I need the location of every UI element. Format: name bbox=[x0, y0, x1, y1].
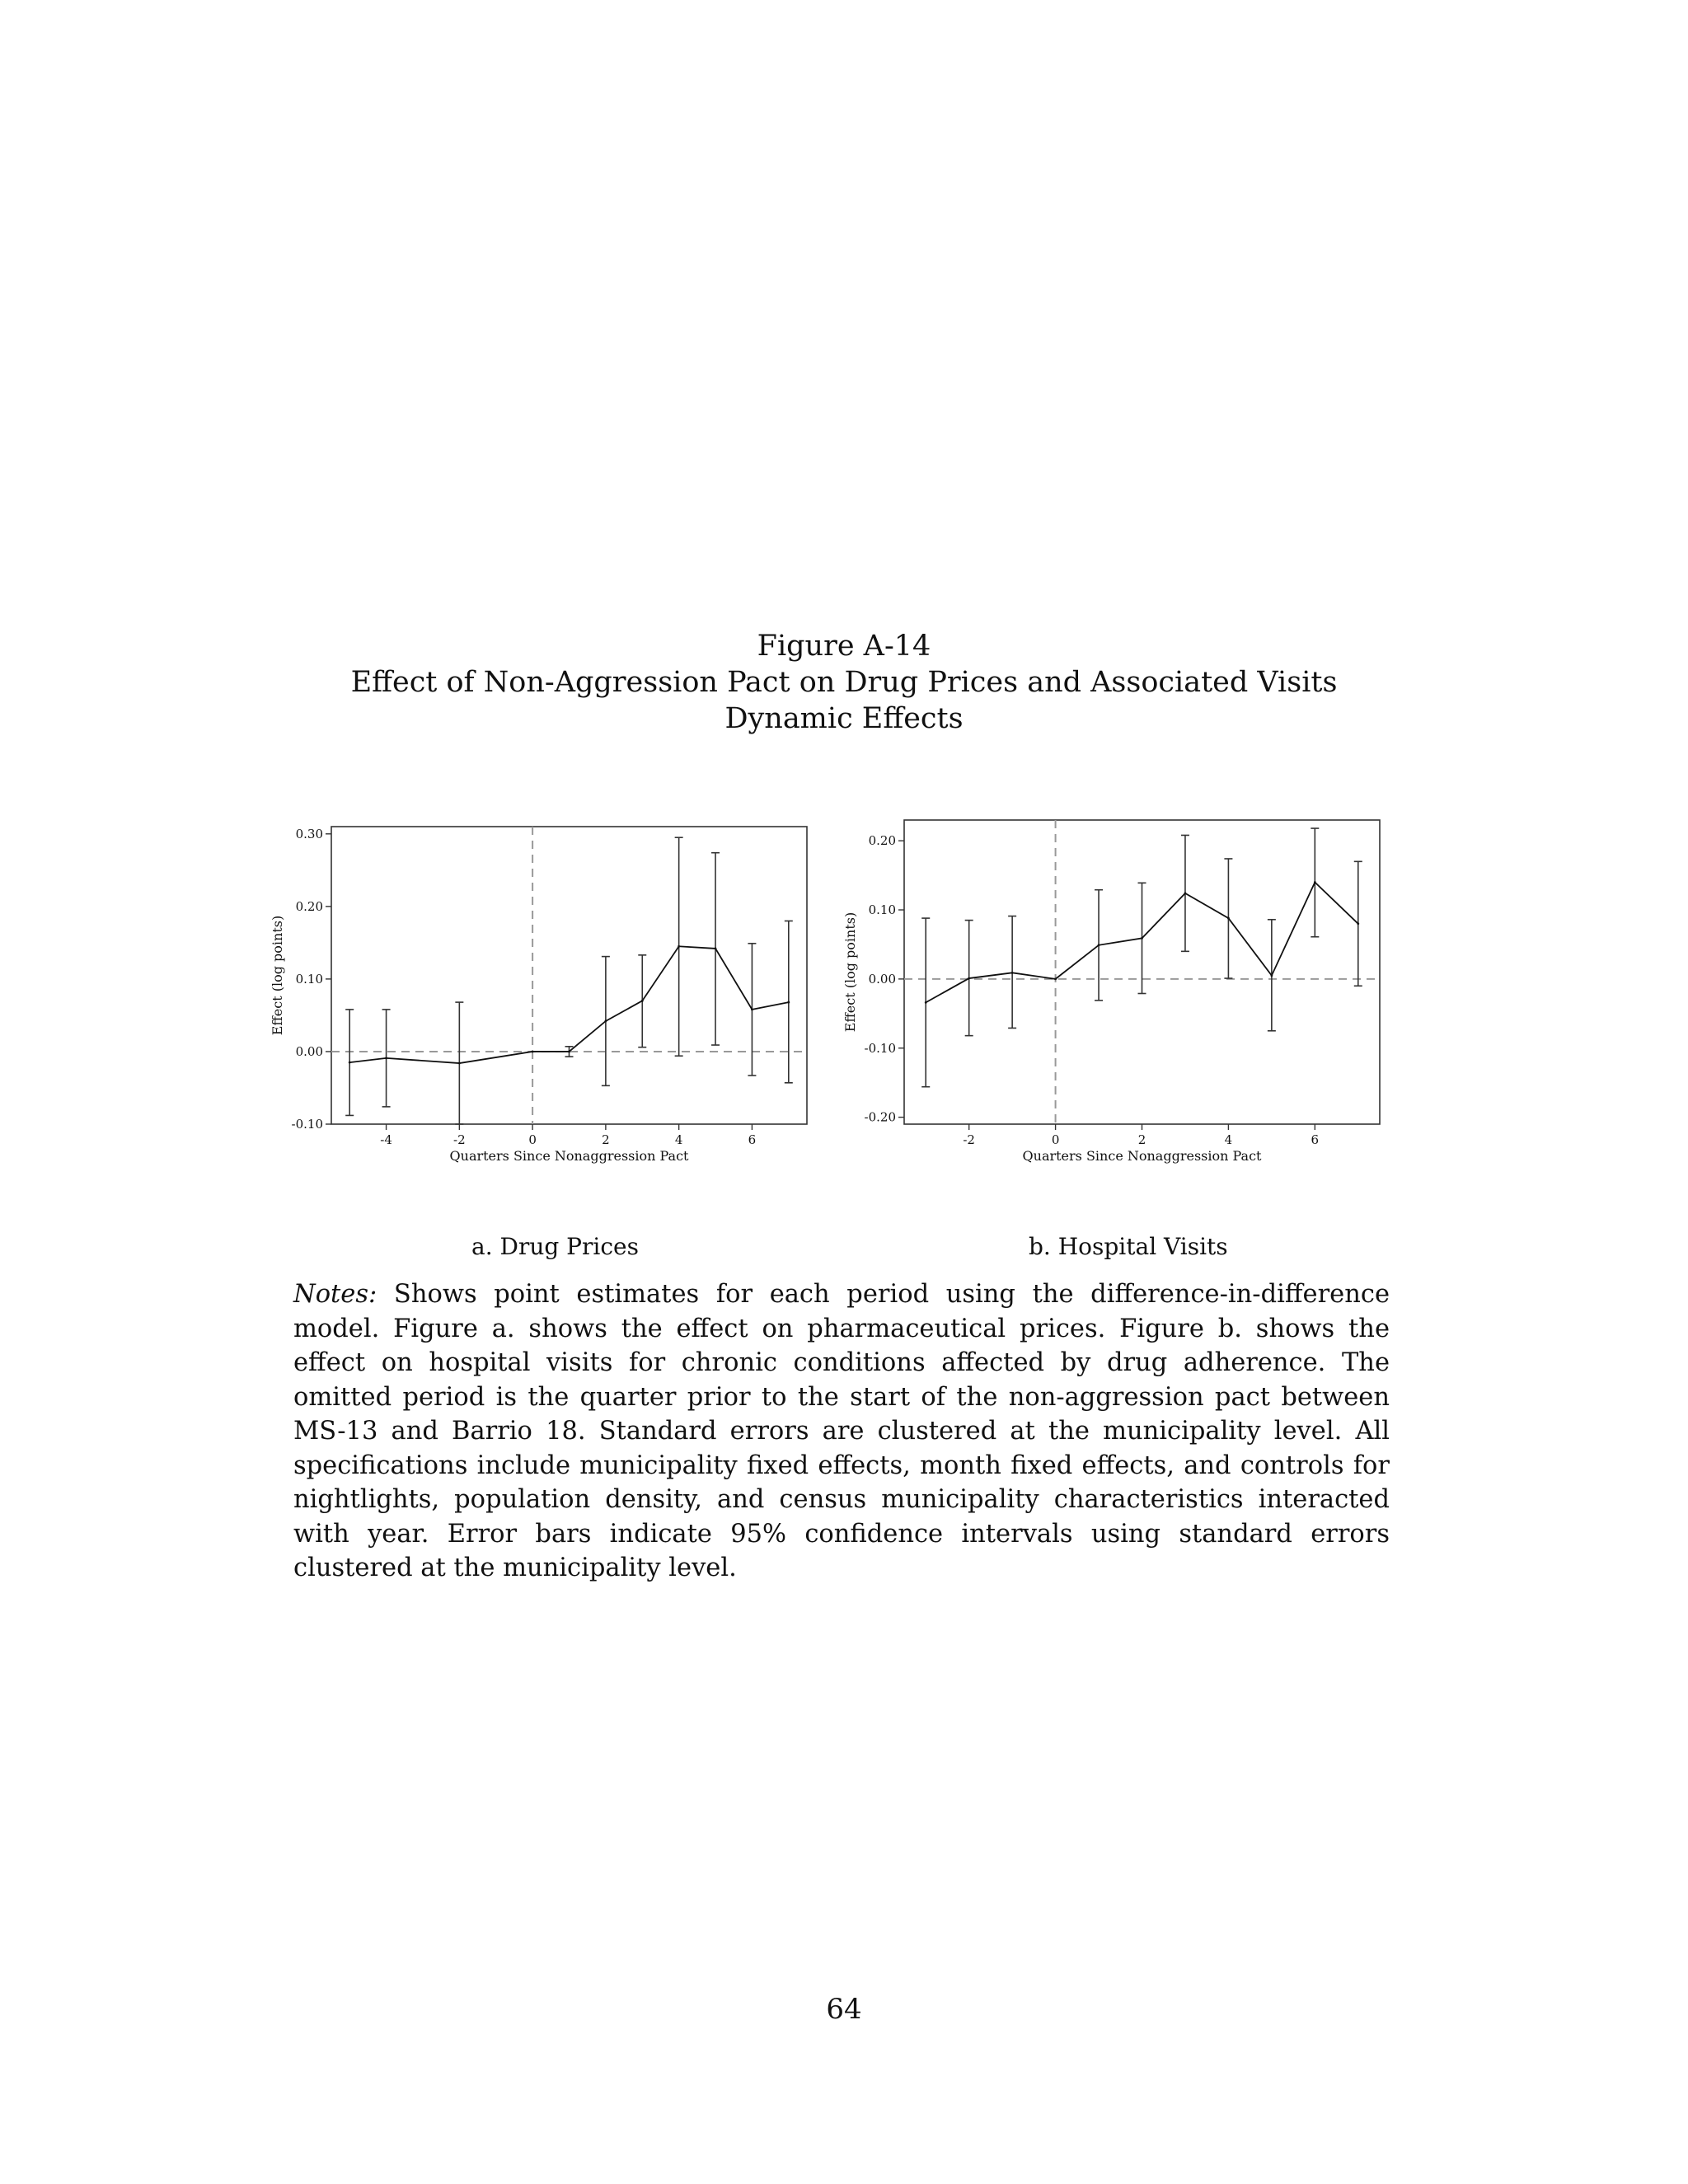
chart-drug-prices bbox=[264, 812, 824, 1174]
x-tick-label: 6 bbox=[748, 1132, 757, 1147]
figure-title: Effect of Non-Aggression Pact on Drug Prices and Associated Visits bbox=[350, 666, 1338, 699]
point-estimate bbox=[1011, 972, 1014, 974]
y-tick-label: 0.20 bbox=[868, 833, 896, 849]
figure-notes bbox=[293, 1277, 1390, 1586]
x-tick-label: 0 bbox=[528, 1132, 537, 1147]
point-estimate bbox=[678, 945, 680, 948]
point-estimate bbox=[787, 1001, 790, 1004]
x-tick-label: -2 bbox=[453, 1132, 466, 1147]
x-axis-label: Quarters Since Nonaggression Pact bbox=[449, 1148, 689, 1164]
y-axis-label: Effect (log points) bbox=[842, 912, 858, 1033]
chart-hospital-visits bbox=[837, 812, 1405, 1174]
point-estimate bbox=[925, 1001, 927, 1004]
y-tick-label: 0.10 bbox=[295, 971, 323, 987]
x-tick-label: 2 bbox=[602, 1132, 610, 1147]
point-estimate bbox=[1270, 974, 1273, 977]
y-tick-label: 0.10 bbox=[868, 902, 896, 918]
panel-b-caption: b. Hospital Visits bbox=[1029, 1233, 1228, 1260]
y-tick-label: -0.10 bbox=[291, 1117, 323, 1132]
point-estimate bbox=[1184, 892, 1187, 894]
point-estimate bbox=[458, 1062, 461, 1065]
point-estimate bbox=[1054, 977, 1057, 980]
point-estimate bbox=[1314, 881, 1316, 883]
y-tick-label: -0.20 bbox=[864, 1109, 896, 1125]
x-tick-label: 2 bbox=[1137, 1132, 1146, 1147]
x-tick-label: 6 bbox=[1311, 1132, 1320, 1147]
y-tick-label: 0.30 bbox=[295, 826, 323, 841]
point-estimate bbox=[532, 1051, 534, 1053]
notes-text: Shows point estimates for each period using the difference-in-difference model. Figure a. shows the effect on pharmaceutical prices. Figure b. shows the effect on hospital visits for chronic conditions affected by drug adherence. The omitted period is the quarter prior to the start of the non-aggression pact between MS-13 and Barrio 18. Standard errors are clustered at the municipality level. All specifications include municipality fixed effects, month fixed effects, and controls for nightlights, population density, and census municipality characteristics interacted with year. Error bars indicate 95% confidence intervals using standard errors clustered at the municipality level. bbox=[293, 1280, 1390, 1582]
point-estimate bbox=[715, 948, 717, 950]
point-estimate bbox=[604, 1020, 607, 1023]
x-tick-label: 4 bbox=[1224, 1132, 1233, 1147]
x-tick-label: -2 bbox=[963, 1132, 975, 1147]
point-estimate bbox=[641, 1000, 644, 1002]
point-estimate bbox=[349, 1062, 351, 1064]
point-estimate bbox=[1357, 922, 1359, 925]
y-axis-label: Effect (log points) bbox=[270, 915, 285, 1036]
y-tick-label: 0.00 bbox=[868, 971, 896, 987]
point-estimate bbox=[968, 977, 970, 980]
plot-frame bbox=[331, 827, 807, 1124]
panel-a-caption: a. Drug Prices bbox=[471, 1233, 639, 1260]
x-tick-label: -4 bbox=[380, 1132, 392, 1147]
y-tick-label: 0.00 bbox=[295, 1043, 323, 1059]
x-axis-label: Quarters Since Nonaggression Pact bbox=[1022, 1148, 1262, 1164]
notes-label: Notes: bbox=[293, 1280, 377, 1309]
point-estimate bbox=[1227, 917, 1230, 920]
point-estimate bbox=[1141, 937, 1143, 940]
point-estimate bbox=[568, 1051, 570, 1053]
y-tick-label: 0.20 bbox=[295, 898, 323, 914]
y-tick-label: -0.10 bbox=[864, 1040, 896, 1056]
estimate-line bbox=[349, 946, 789, 1063]
point-estimate bbox=[1098, 944, 1100, 946]
x-tick-label: 4 bbox=[674, 1132, 683, 1147]
figure-number: Figure A-14 bbox=[757, 630, 931, 663]
figure-heading bbox=[0, 628, 1688, 737]
point-estimate bbox=[385, 1057, 387, 1059]
figure-subtitle: Dynamic Effects bbox=[724, 702, 964, 735]
point-estimate bbox=[751, 1008, 753, 1010]
x-tick-label: 0 bbox=[1051, 1132, 1060, 1147]
page-number: 64 bbox=[826, 1993, 862, 2026]
